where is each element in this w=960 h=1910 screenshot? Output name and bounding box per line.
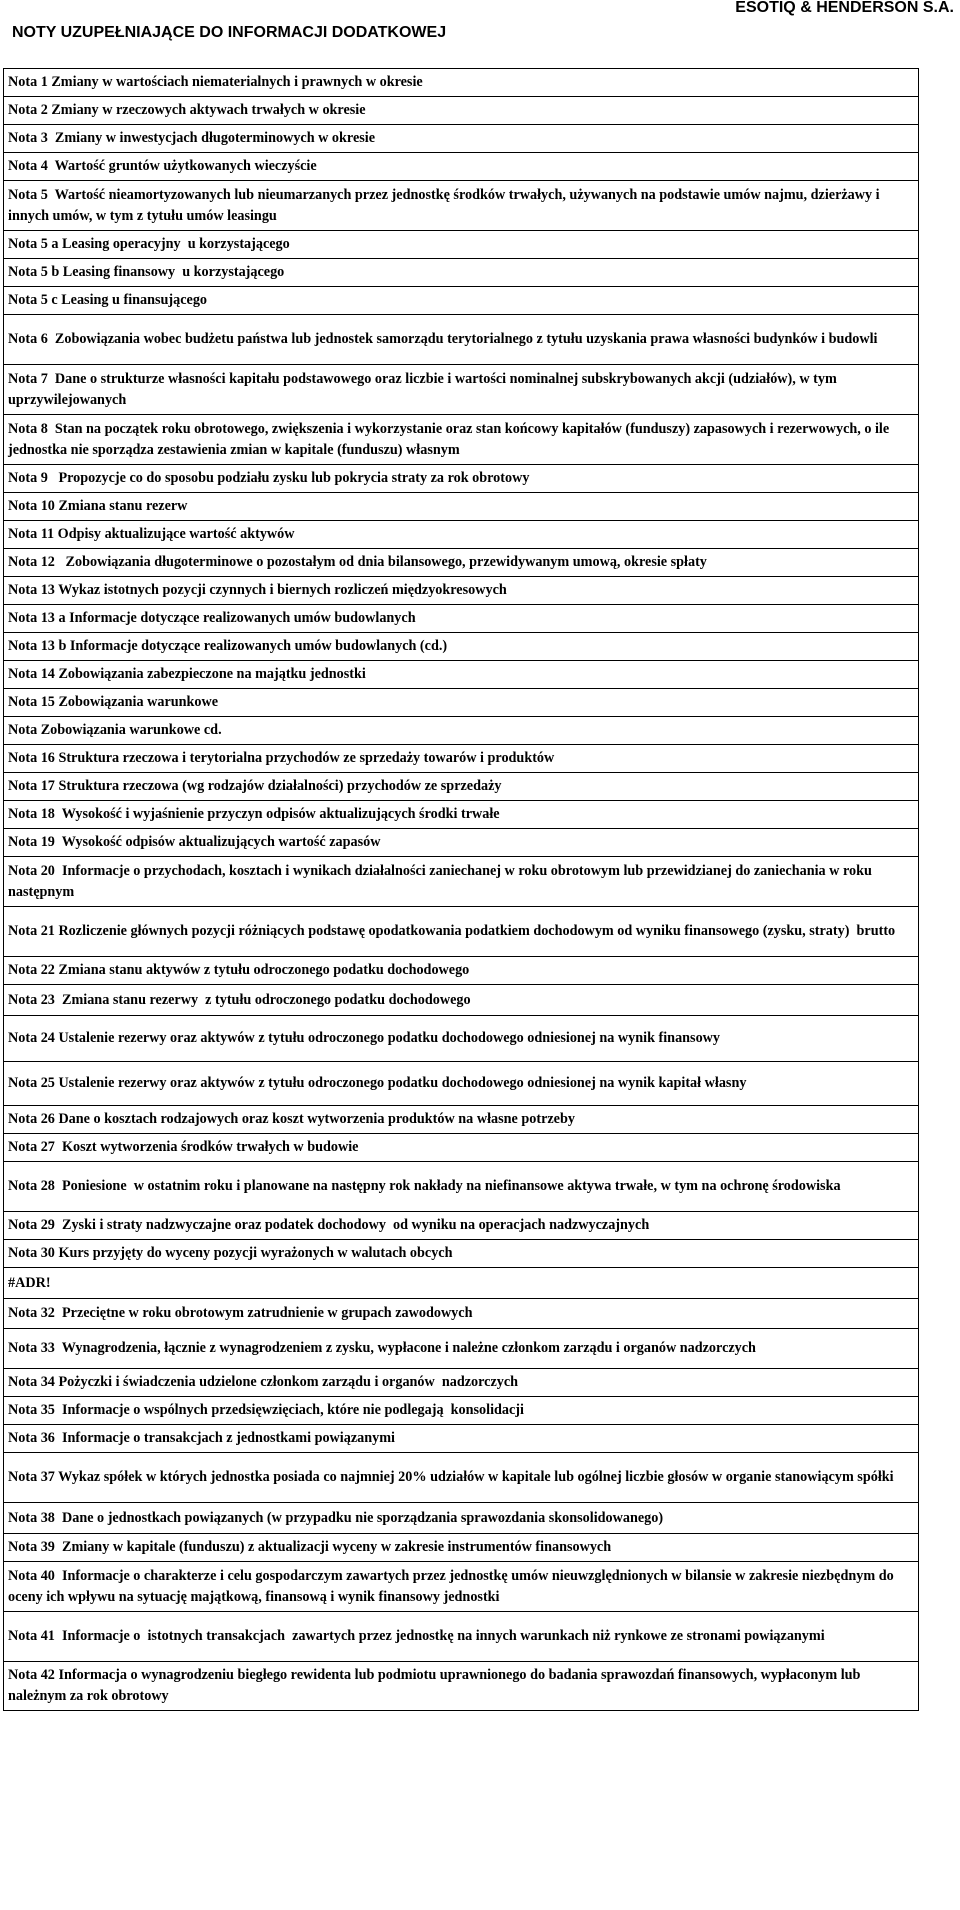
note-row	[4, 315, 919, 365]
note-title: Nota 11 Odpisy aktualizujące wartość aktywów	[4, 521, 919, 549]
note-row	[4, 1162, 919, 1212]
document-title: NOTY UZUPEŁNIAJĄCE DO INFORMACJI DODATKOWEJ	[12, 24, 447, 41]
note-title: Nota 21 Rozliczenie głównych pozycji różniących podstawę opodatkowania podatkiem dochodowym od wyniku finansowego (zysku, straty) brutto	[4, 907, 919, 957]
note-title: Nota 3 Zmiany w inwestycjach długoterminowych w okresie	[4, 125, 919, 153]
note-title: Nota 6 Zobowiązania wobec budżetu państwa lub jednostek samorządu terytorialnego z tytułu uzyskania prawa własności budynków i budowli	[4, 315, 919, 365]
note-row	[4, 1453, 919, 1503]
note-title: Nota 9 Propozycje co do sposobu podziału zysku lub pokrycia straty za rok obrotowy	[4, 465, 919, 493]
note-title: Nota 22 Zmiana stanu aktywów z tytułu odroczonego podatku dochodowego	[4, 957, 919, 985]
note-row	[4, 985, 919, 1016]
note-title: Nota 14 Zobowiązania zabezpieczone na majątku jednostki	[4, 661, 919, 689]
note-row	[4, 493, 919, 521]
note-row	[4, 689, 919, 717]
note-row	[4, 1369, 919, 1397]
note-title: #ADR!	[4, 1268, 919, 1299]
note-title: Nota 13 b Informacje dotyczące realizowanych umów budowlanych (cd.)	[4, 633, 919, 661]
page-header	[0, 0, 960, 60]
note-row	[4, 717, 919, 745]
note-row	[4, 857, 919, 907]
note-row	[4, 1062, 919, 1106]
note-title: Nota 17 Struktura rzeczowa (wg rodzajów działalności) przychodów ze sprzedaży	[4, 773, 919, 801]
note-title: Nota 15 Zobowiązania warunkowe	[4, 689, 919, 717]
note-row	[4, 1106, 919, 1134]
note-title: Nota 41 Informacje o istotnych transakcjach zawartych przez jednostkę na innych warunkach niż rynkowe ze stronami powiązanymi	[4, 1612, 919, 1662]
note-row	[4, 1212, 919, 1240]
note-title: Nota 26 Dane o kosztach rodzajowych oraz koszt wytworzenia produktów na własne potrzeby	[4, 1106, 919, 1134]
notes-table	[3, 68, 919, 1711]
note-title: Nota 33 Wynagrodzenia, łącznie z wynagrodzeniem z zysku, wypłacone i należne członkom zarządu i organów nadzorczych	[4, 1329, 919, 1369]
note-title: Nota 28 Poniesione w ostatnim roku i planowane na następny rok nakłady na niefinansowe aktywa trwałe, w tym na ochronę środowiska	[4, 1162, 919, 1212]
note-row	[4, 549, 919, 577]
note-title: Nota 1 Zmiany w wartościach niematerialnych i prawnych w okresie	[4, 69, 919, 97]
note-title: Nota 37 Wykaz spółek w których jednostka posiada co najmniej 20% udziałów w kapitale lub ogólnej liczbie głosów w organie stanowiącym spółki	[4, 1453, 919, 1503]
note-title: Nota 23 Zmiana stanu rezerwy z tytułu odroczonego podatku dochodowego	[4, 985, 919, 1016]
notes-table-body	[4, 69, 919, 1711]
note-row	[4, 69, 919, 97]
note-row	[4, 957, 919, 985]
note-row	[4, 1134, 919, 1162]
note-row	[4, 1329, 919, 1369]
note-title: Nota 5 b Leasing finansowy u korzystającego	[4, 259, 919, 287]
note-title: Nota 30 Kurs przyjęty do wyceny pozycji wyrażonych w walutach obcych	[4, 1240, 919, 1268]
note-title: Nota 39 Zmiany w kapitale (funduszu) z aktualizacji wyceny w zakresie instrumentów finansowych	[4, 1534, 919, 1562]
note-title: Nota 38 Dane o jednostkach powiązanych (w przypadku nie sporządzania sprawozdania skonsolidowanego)	[4, 1503, 919, 1534]
note-row	[4, 125, 919, 153]
note-title: Nota 16 Struktura rzeczowa i terytorialna przychodów ze sprzedaży towarów i produktów	[4, 745, 919, 773]
note-title: Nota 5 c Leasing u finansującego	[4, 287, 919, 315]
note-row	[4, 907, 919, 957]
note-row	[4, 1299, 919, 1329]
note-row	[4, 465, 919, 493]
note-title: Nota 4 Wartość gruntów użytkowanych wieczyście	[4, 153, 919, 181]
note-title: Nota 5 Wartość nieamortyzowanych lub nieumarzanych przez jednostkę środków trwałych, używanych na podstawie umów najmu, dzierżawy i innych umów, w tym z tytułu umów leasingu	[4, 181, 919, 231]
note-row	[4, 287, 919, 315]
note-title: Nota 25 Ustalenie rezerwy oraz aktywów z tytułu odroczonego podatku dochodowego odniesionej na wynik kapitał własny	[4, 1062, 919, 1106]
note-row	[4, 97, 919, 125]
note-row	[4, 577, 919, 605]
note-title: Nota 24 Ustalenie rezerwy oraz aktywów z tytułu odroczonego podatku dochodowego odniesionej na wynik finansowy	[4, 1016, 919, 1062]
note-title: Nota 2 Zmiany w rzeczowych aktywach trwałych w okresie	[4, 97, 919, 125]
note-title: Nota 20 Informacje o przychodach, kosztach i wynikach działalności zaniechanej w roku obrotowym lub przewidzianej do zaniechania w roku następnym	[4, 857, 919, 907]
note-title: Nota Zobowiązania warunkowe cd.	[4, 717, 919, 745]
note-row	[4, 1503, 919, 1534]
note-title: Nota 19 Wysokość odpisów aktualizujących wartość zapasów	[4, 829, 919, 857]
note-title: Nota 35 Informacje o wspólnych przedsięwzięciach, które nie podlegają konsolidacji	[4, 1397, 919, 1425]
company-name: ESOTIQ & HENDERSON S.A.	[735, 0, 954, 16]
note-title: Nota 32 Przeciętne w roku obrotowym zatrudnienie w grupach zawodowych	[4, 1299, 919, 1329]
note-title: Nota 13 Wykaz istotnych pozycji czynnych i biernych rozliczeń międzyokresowych	[4, 577, 919, 605]
note-row	[4, 231, 919, 259]
note-title: Nota 42 Informacja o wynagrodzeniu biegłego rewidenta lub podmiotu uprawnionego do badania sprawozdań finansowych, wypłaconym lub należnym za rok obrotowy	[4, 1662, 919, 1711]
note-title: Nota 40 Informacje o charakterze i celu gospodarczym zawartych przez jednostkę umów nieuwzględnionych w bilansie w zakresie niezbędnym do oceny ich wpływu na sytuację majątkową, finansową i wynik finansowy jednostki	[4, 1562, 919, 1612]
note-row	[4, 633, 919, 661]
note-row	[4, 1425, 919, 1453]
note-row	[4, 1662, 919, 1711]
note-title: Nota 12 Zobowiązania długoterminowe o pozostałym od dnia bilansowego, przewidywanym umową, okresie spłaty	[4, 549, 919, 577]
note-title: Nota 29 Zyski i straty nadzwyczajne oraz podatek dochodowy od wyniku na operacjach nadzwyczajnych	[4, 1212, 919, 1240]
note-title: Nota 7 Dane o strukturze własności kapitału podstawowego oraz liczbie i wartości nominalnej subskrybowanych akcji (udziałów), w tym uprzywilejowanych	[4, 365, 919, 415]
note-row	[4, 415, 919, 465]
note-row	[4, 773, 919, 801]
note-row	[4, 801, 919, 829]
note-title: Nota 27 Koszt wytworzenia środków trwałych w budowie	[4, 1134, 919, 1162]
note-title: Nota 34 Pożyczki i świadczenia udzielone członkom zarządu i organów nadzorczych	[4, 1369, 919, 1397]
note-row	[4, 605, 919, 633]
note-row	[4, 661, 919, 689]
note-row	[4, 1612, 919, 1662]
note-title: Nota 5 a Leasing operacyjny u korzystającego	[4, 231, 919, 259]
note-row	[4, 1562, 919, 1612]
note-row	[4, 829, 919, 857]
note-row	[4, 1268, 919, 1299]
note-row	[4, 1397, 919, 1425]
note-title: Nota 13 a Informacje dotyczące realizowanych umów budowlanych	[4, 605, 919, 633]
note-row	[4, 1240, 919, 1268]
note-row	[4, 1534, 919, 1562]
note-title: Nota 18 Wysokość i wyjaśnienie przyczyn odpisów aktualizujących środki trwałe	[4, 801, 919, 829]
note-row	[4, 521, 919, 549]
note-title: Nota 8 Stan na początek roku obrotowego, zwiększenia i wykorzystanie oraz stan końcowy kapitałów (funduszy) zapasowych i rezerwowych, o ile jednostka nie sporządza zestawienia zmian w kapitale (funduszu) własnym	[4, 415, 919, 465]
note-row	[4, 365, 919, 415]
note-row	[4, 181, 919, 231]
note-row	[4, 1016, 919, 1062]
note-row	[4, 745, 919, 773]
note-title: Nota 36 Informacje o transakcjach z jednostkami powiązanymi	[4, 1425, 919, 1453]
note-row	[4, 153, 919, 181]
note-title: Nota 10 Zmiana stanu rezerw	[4, 493, 919, 521]
note-row	[4, 259, 919, 287]
